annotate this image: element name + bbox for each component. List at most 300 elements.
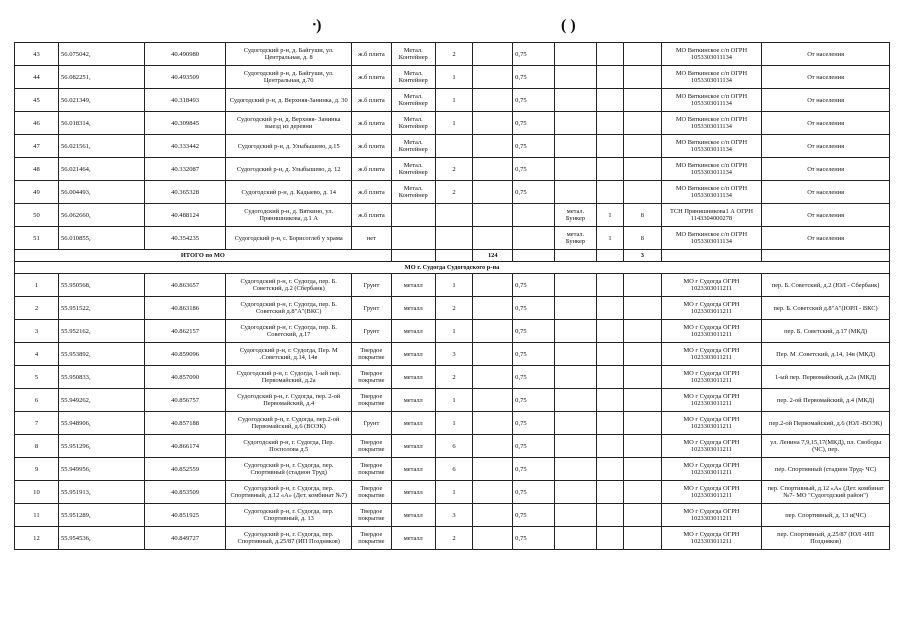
owner: МО Вяткинское с/п ОГРН 1053303011134 (661, 66, 761, 89)
container-count: 1 (435, 89, 473, 112)
latitude: 56.018314, (58, 112, 144, 135)
container-volume: 0,75 (513, 320, 555, 343)
surface-type: Твердое покрытие (351, 389, 391, 412)
bunker-count (596, 43, 623, 66)
owner: МО г Судогда ОГРН 1023303011211 (661, 435, 761, 458)
address: Судогодский р-н, г. Судогда, Пер. Посполова д.5 (226, 435, 352, 458)
empty-cell (473, 504, 513, 527)
container-volume: 0,75 (513, 412, 555, 435)
longitude: 40.490980 (144, 43, 226, 66)
container-volume: 0,75 (513, 43, 555, 66)
container-volume: 0,75 (513, 274, 555, 297)
longitude: 40.856757 (144, 389, 226, 412)
table-total (15, 250, 890, 274)
surface-type: Твердое покрытие (351, 481, 391, 504)
table-row (15, 366, 890, 389)
longitude: 40.857188 (144, 412, 226, 435)
owner: МО г Судогда ОГРН 1023303011211 (661, 458, 761, 481)
container-material: металл (391, 297, 435, 320)
bunker-material (555, 66, 597, 89)
row-number: 45 (15, 89, 59, 112)
bunker-count (596, 66, 623, 89)
longitude: 40.493509 (144, 66, 226, 89)
empty-cell (473, 66, 513, 89)
table-row (15, 89, 890, 112)
surface-type: ж.б плита (351, 112, 391, 135)
owner: МО г Судогда ОГРН 1023303011211 (661, 481, 761, 504)
bunker-count: 1 (596, 227, 623, 250)
surface-type: ж.б плита (351, 89, 391, 112)
row-number: 46 (15, 112, 59, 135)
table-row (15, 389, 890, 412)
container-count: 1 (435, 66, 473, 89)
owner: МО г Судогда ОГРН 1023303011211 (661, 320, 761, 343)
bunker-count (596, 181, 623, 204)
latitude: 55.953892, (58, 343, 144, 366)
container-volume (513, 204, 555, 227)
owner: МО г Судогда ОГРН 1023303011211 (661, 366, 761, 389)
table-row (15, 527, 890, 550)
row-number: 49 (15, 181, 59, 204)
top-marks (0, 18, 904, 38)
container-count: 3 (435, 504, 473, 527)
bunker-volume (624, 458, 662, 481)
container-material: металл (391, 274, 435, 297)
empty-cell (473, 112, 513, 135)
longitude: 40.863657 (144, 274, 226, 297)
owner: МО г Судогда ОГРН 1023303011211 (661, 412, 761, 435)
bunker-count (596, 481, 623, 504)
row-number: 3 (15, 320, 59, 343)
empty-cell (473, 343, 513, 366)
address: Судогодский р-н, г. Судогда, пер. 2-ой Первомайский, д.4 (226, 389, 352, 412)
address: Судогодский р-н, д. Улыбышево, д.15 (226, 135, 352, 158)
container-count: 6 (435, 458, 473, 481)
row-number: 1 (15, 274, 59, 297)
surface-type: ж.б плита (351, 43, 391, 66)
empty-cell (473, 435, 513, 458)
address: Судогодский р-н, д. Улыбышево, д. 12 (226, 158, 352, 181)
latitude: 55.950833, (58, 366, 144, 389)
longitude: 40.849727 (144, 527, 226, 550)
row-number: 9 (15, 458, 59, 481)
waste-source: пер. Спортивный, д.25/87 (ЮЛ -ИП Поздняков) (762, 527, 890, 550)
table-row (15, 204, 890, 227)
address: Судогодский р-н, г. Судогда, пер.2-ой Первомайский, д.6 (ВОЭК) (226, 412, 352, 435)
bunker-material (555, 527, 597, 550)
container-count: 2 (435, 297, 473, 320)
surface-type: нет (351, 227, 391, 250)
latitude: 55.948906, (58, 412, 144, 435)
waste-source: пер.2-ой Первомайский, д.6 (ЮЛ -ВОЭК) (762, 412, 890, 435)
total-bunkers: 3 (624, 250, 662, 262)
bunker-material (555, 135, 597, 158)
waste-source: ул. Ленина 7,9,15,17(МКД), пл. Свободы (ЧС), пер. (762, 435, 890, 458)
waste-sites-table (14, 42, 890, 550)
waste-source: От населения (762, 135, 890, 158)
table-row (15, 481, 890, 504)
container-volume: 0,75 (513, 135, 555, 158)
latitude: 56.010855, (58, 227, 144, 250)
row-number: 6 (15, 389, 59, 412)
waste-source: пер. Спортивный, д.12 «А» (Дет. комбинат №7- МО "Судогодский район") (762, 481, 890, 504)
bunker-material (555, 112, 597, 135)
table-row (15, 181, 890, 204)
waste-source: пер. Б. Советский, д.2 (ЮЛ - Сбербанк) (762, 274, 890, 297)
owner: МО Вяткинское с/п ОГРН 1053303011134 (661, 89, 761, 112)
address: Судогодский р-н, г. Судогда, пер. Спортивный (стадион Труд) (226, 458, 352, 481)
bunker-count (596, 158, 623, 181)
container-count: 1 (435, 412, 473, 435)
address: Судогодский р-н, д. Байгуши, ул. Центральная, д. 8 (226, 43, 352, 66)
container-material: металл (391, 527, 435, 550)
address: Судогодский р-н, г. Судогда, пер. Б. Советский, д.2 (Сбербанк) (226, 274, 352, 297)
bunker-volume (624, 181, 662, 204)
bunker-volume (624, 343, 662, 366)
bunker-material (555, 389, 597, 412)
bunker-count (596, 458, 623, 481)
owner: МО Вяткинское с/п ОГРН 1053303011134 (661, 158, 761, 181)
container-volume: 0,75 (513, 458, 555, 481)
table-row (15, 158, 890, 181)
owner: МО г Судогда ОГРН 1023303011211 (661, 504, 761, 527)
bunker-volume: 8 (624, 204, 662, 227)
container-material: Метал. Контейнер (391, 158, 435, 181)
address: Судогодский р-н, г. Судогда, 1-ый пер. Первомайский, д.2а (226, 366, 352, 389)
longitude: 40.365328 (144, 181, 226, 204)
container-material: Метал. Контейнер (391, 181, 435, 204)
waste-source: пер. Спортивный (стадион Труд- ЧС) (762, 458, 890, 481)
owner: МО г Судогда ОГРН 1023303011211 (661, 389, 761, 412)
container-volume: 0,75 (513, 112, 555, 135)
address: Судогодский р-н, г. Судогда, пер. Спортивный, д.25/87 (ИП Поздняков) (226, 527, 352, 550)
bunker-count (596, 435, 623, 458)
total-count: 124 (473, 250, 513, 262)
bunker-material: метал. Бункер (555, 204, 597, 227)
bunker-volume (624, 320, 662, 343)
container-volume: 0,75 (513, 66, 555, 89)
waste-source: Пер. М .Советский, д.14, 14в (МКД) (762, 343, 890, 366)
bunker-volume (624, 297, 662, 320)
row-number: 51 (15, 227, 59, 250)
container-material: металл (391, 458, 435, 481)
waste-source: От населения (762, 66, 890, 89)
bunker-count: 1 (596, 204, 623, 227)
empty-cell (473, 320, 513, 343)
address: Судогодский р-н, д. Верхняя- Занинка выезд из деревни (226, 112, 352, 135)
container-count: 2 (435, 181, 473, 204)
waste-source: пер. Б. Советский д.8"А"(ЮРЛ - ВКС) (762, 297, 890, 320)
empty-cell (473, 43, 513, 66)
latitude: 55.951289, (58, 504, 144, 527)
table-row (15, 135, 890, 158)
surface-type: Грунт (351, 412, 391, 435)
table-body-sudogda (15, 274, 890, 550)
bunker-volume (624, 66, 662, 89)
empty-cell (473, 158, 513, 181)
bunker-material (555, 366, 597, 389)
longitude: 40.354235 (144, 227, 226, 250)
row-number: 48 (15, 158, 59, 181)
container-volume: 0,75 (513, 481, 555, 504)
waste-source: От населения (762, 227, 890, 250)
waste-source: пер. Спортивный, д. 13 и(ЧС) (762, 504, 890, 527)
longitude: 40.859096 (144, 343, 226, 366)
total-row (15, 250, 890, 262)
bunker-material (555, 412, 597, 435)
latitude: 55.951522, (58, 297, 144, 320)
table-row (15, 343, 890, 366)
container-material: металл (391, 412, 435, 435)
latitude: 55.949262, (58, 389, 144, 412)
row-number: 4 (15, 343, 59, 366)
bunker-count (596, 366, 623, 389)
container-material: металл (391, 320, 435, 343)
container-count: 1 (435, 320, 473, 343)
latitude: 56.082251, (58, 66, 144, 89)
surface-type: Твердое покрытие (351, 435, 391, 458)
row-number: 43 (15, 43, 59, 66)
container-count (435, 204, 473, 227)
row-number: 50 (15, 204, 59, 227)
bunker-material (555, 481, 597, 504)
container-volume: 0,75 (513, 297, 555, 320)
empty-cell (473, 389, 513, 412)
address: Судогодский р-н, д. Вяткино, ул. Прянишникова, д.1 А (226, 204, 352, 227)
longitude: 40.863186 (144, 297, 226, 320)
bunker-count (596, 297, 623, 320)
bunker-material (555, 297, 597, 320)
address: Судогодский р-н, д. Байгуши, ул. Центральная, д.70 (226, 66, 352, 89)
bunker-material: метал. Бункер (555, 227, 597, 250)
bunker-volume (624, 481, 662, 504)
waste-source: 1-ый пер. Первомайский, д.2а (МКД) (762, 366, 890, 389)
bunker-volume (624, 435, 662, 458)
bunker-volume (624, 135, 662, 158)
left-binding-mark: ᐧ) (312, 17, 322, 34)
address: Судогодский р-н, г. Судогда, пер. Б. Советский, д.17 (226, 320, 352, 343)
address: Судогодский р-н, д. Кадыево, д. 14 (226, 181, 352, 204)
bunker-count (596, 274, 623, 297)
container-count: 1 (435, 481, 473, 504)
container-count: 2 (435, 366, 473, 389)
bunker-volume (624, 274, 662, 297)
container-material: металл (391, 366, 435, 389)
row-number: 7 (15, 412, 59, 435)
table-body-vyatkinskoe (15, 43, 890, 250)
container-material: Метал. Контейнер (391, 43, 435, 66)
owner: МО Вяткинское с/п ОГРН 1053303011134 (661, 43, 761, 66)
row-number: 10 (15, 481, 59, 504)
bunker-material (555, 343, 597, 366)
surface-type: Твердое покрытие (351, 366, 391, 389)
surface-type: Грунт (351, 274, 391, 297)
address: Судогодский р-н, с. Борисоглеб у храма (226, 227, 352, 250)
address: Судогодский р-н, г. Судогда, пер. Б. Советский д.8"А"(ВКС) (226, 297, 352, 320)
container-volume: 0,75 (513, 435, 555, 458)
address: Судогодский р-н, г. Судогда, пер. Спортивный, д.12 «А» (Дет. комбинат №7) (226, 481, 352, 504)
latitude: 56.021561, (58, 135, 144, 158)
empty-cell (473, 274, 513, 297)
address: Судогодский р-н, г. Судогда, пер. Спортивный, д. 13 (226, 504, 352, 527)
owner: МО г Судогда ОГРН 1023303011211 (661, 343, 761, 366)
waste-source: От населения (762, 112, 890, 135)
empty-cell (473, 481, 513, 504)
longitude: 40.333442 (144, 135, 226, 158)
bunker-material (555, 435, 597, 458)
bunker-material (555, 274, 597, 297)
surface-type: Твердое покрытие (351, 527, 391, 550)
surface-type: ж.б плита (351, 66, 391, 89)
longitude: 40.318493 (144, 89, 226, 112)
surface-type: Грунт (351, 320, 391, 343)
waste-source: От населения (762, 158, 890, 181)
bunker-volume: 8 (624, 227, 662, 250)
address: Судогодский р-н, д. Верхняя-Занинка, д. 30 (226, 89, 352, 112)
latitude: 56.062660, (58, 204, 144, 227)
surface-type: Твердое покрытие (351, 504, 391, 527)
longitude: 40.332087 (144, 158, 226, 181)
longitude: 40.866174 (144, 435, 226, 458)
container-material (391, 227, 435, 250)
container-material: металл (391, 389, 435, 412)
bunker-material (555, 158, 597, 181)
empty-cell (473, 135, 513, 158)
container-volume: 0,75 (513, 366, 555, 389)
waste-source: От населения (762, 204, 890, 227)
bunker-count (596, 504, 623, 527)
latitude: 56.075042, (58, 43, 144, 66)
waste-source: пер. 2-ой Первомайский, д.4 (МКД) (762, 389, 890, 412)
empty-cell (473, 181, 513, 204)
bunker-count (596, 320, 623, 343)
container-volume: 0,75 (513, 527, 555, 550)
longitude: 40.862157 (144, 320, 226, 343)
section-title: МО г. Судогда Судогодского р-на (15, 262, 890, 274)
bunker-count (596, 135, 623, 158)
container-volume: 0,75 (513, 343, 555, 366)
table-row (15, 112, 890, 135)
bunker-count (596, 412, 623, 435)
longitude: 40.853509 (144, 481, 226, 504)
row-number: 47 (15, 135, 59, 158)
bunker-material (555, 181, 597, 204)
longitude: 40.488124 (144, 204, 226, 227)
container-material (391, 204, 435, 227)
empty-cell (473, 458, 513, 481)
owner: МО Вяткинское с/п ОГРН 1053303011134 (661, 135, 761, 158)
empty-cell (473, 366, 513, 389)
container-volume (513, 227, 555, 250)
bunker-material (555, 43, 597, 66)
container-material: металл (391, 504, 435, 527)
container-material: металл (391, 435, 435, 458)
row-number: 5 (15, 366, 59, 389)
bunker-volume (624, 43, 662, 66)
surface-type: Твердое покрытие (351, 343, 391, 366)
owner: ТСН Прянишникова1 А ОГРН 1143304000278 (661, 204, 761, 227)
latitude: 56.021464, (58, 158, 144, 181)
container-material: металл (391, 481, 435, 504)
bunker-volume (624, 504, 662, 527)
container-count: 2 (435, 43, 473, 66)
row-number: 8 (15, 435, 59, 458)
container-volume: 0,75 (513, 89, 555, 112)
bunker-volume (624, 158, 662, 181)
bunker-material (555, 320, 597, 343)
container-count: 1 (435, 389, 473, 412)
surface-type: ж.б плита (351, 135, 391, 158)
container-count: 2 (435, 158, 473, 181)
total-label: ИТОГО по МО (15, 250, 392, 262)
latitude: 55.950568, (58, 274, 144, 297)
container-volume: 0,75 (513, 158, 555, 181)
table-row (15, 43, 890, 66)
bunker-volume (624, 412, 662, 435)
container-volume: 0,75 (513, 504, 555, 527)
surface-type: ж.б плита (351, 181, 391, 204)
table-row (15, 297, 890, 320)
empty-cell (473, 297, 513, 320)
table-row (15, 66, 890, 89)
container-material: Метал. Контейнер (391, 66, 435, 89)
container-count: 3 (435, 343, 473, 366)
waste-source: От населения (762, 181, 890, 204)
empty-cell (473, 412, 513, 435)
table-row (15, 458, 890, 481)
container-volume: 0,75 (513, 389, 555, 412)
latitude: 55.949956, (58, 458, 144, 481)
row-number: 11 (15, 504, 59, 527)
bunker-count (596, 343, 623, 366)
owner: МО Вяткинское с/п ОГРН 1053303011134 (661, 227, 761, 250)
container-count (435, 135, 473, 158)
surface-type: ж.б плита (351, 204, 391, 227)
owner: МО Вяткинское с/п ОГРН 1053303011134 (661, 112, 761, 135)
container-volume: 0,75 (513, 181, 555, 204)
owner: МО г Судогда ОГРН 1023303011211 (661, 274, 761, 297)
bunker-material (555, 89, 597, 112)
latitude: 56.004493, (58, 181, 144, 204)
row-number: 12 (15, 527, 59, 550)
empty-cell (473, 204, 513, 227)
bunker-volume (624, 527, 662, 550)
table-row (15, 274, 890, 297)
container-material: Метал. Контейнер (391, 89, 435, 112)
bunker-volume (624, 89, 662, 112)
bunker-count (596, 389, 623, 412)
bunker-count (596, 89, 623, 112)
longitude: 40.857090 (144, 366, 226, 389)
container-material: металл (391, 343, 435, 366)
latitude: 55.954536, (58, 527, 144, 550)
surface-type: Грунт (351, 297, 391, 320)
longitude: 40.309845 (144, 112, 226, 135)
empty-cell (473, 227, 513, 250)
address: Судогодский р-н, г. Судогда, Пер. М .Советский, д.14, 14в (226, 343, 352, 366)
latitude: 55.951913, (58, 481, 144, 504)
owner: МО г Судогда ОГРН 1023303011211 (661, 297, 761, 320)
container-material: Метал. Контейнер (391, 135, 435, 158)
row-number: 44 (15, 66, 59, 89)
right-binding-mark: ( ) (561, 17, 576, 34)
longitude: 40.851925 (144, 504, 226, 527)
table-row (15, 435, 890, 458)
empty-cell (473, 527, 513, 550)
row-number: 2 (15, 297, 59, 320)
container-material: Метал. Контейнер (391, 112, 435, 135)
bunker-material (555, 504, 597, 527)
